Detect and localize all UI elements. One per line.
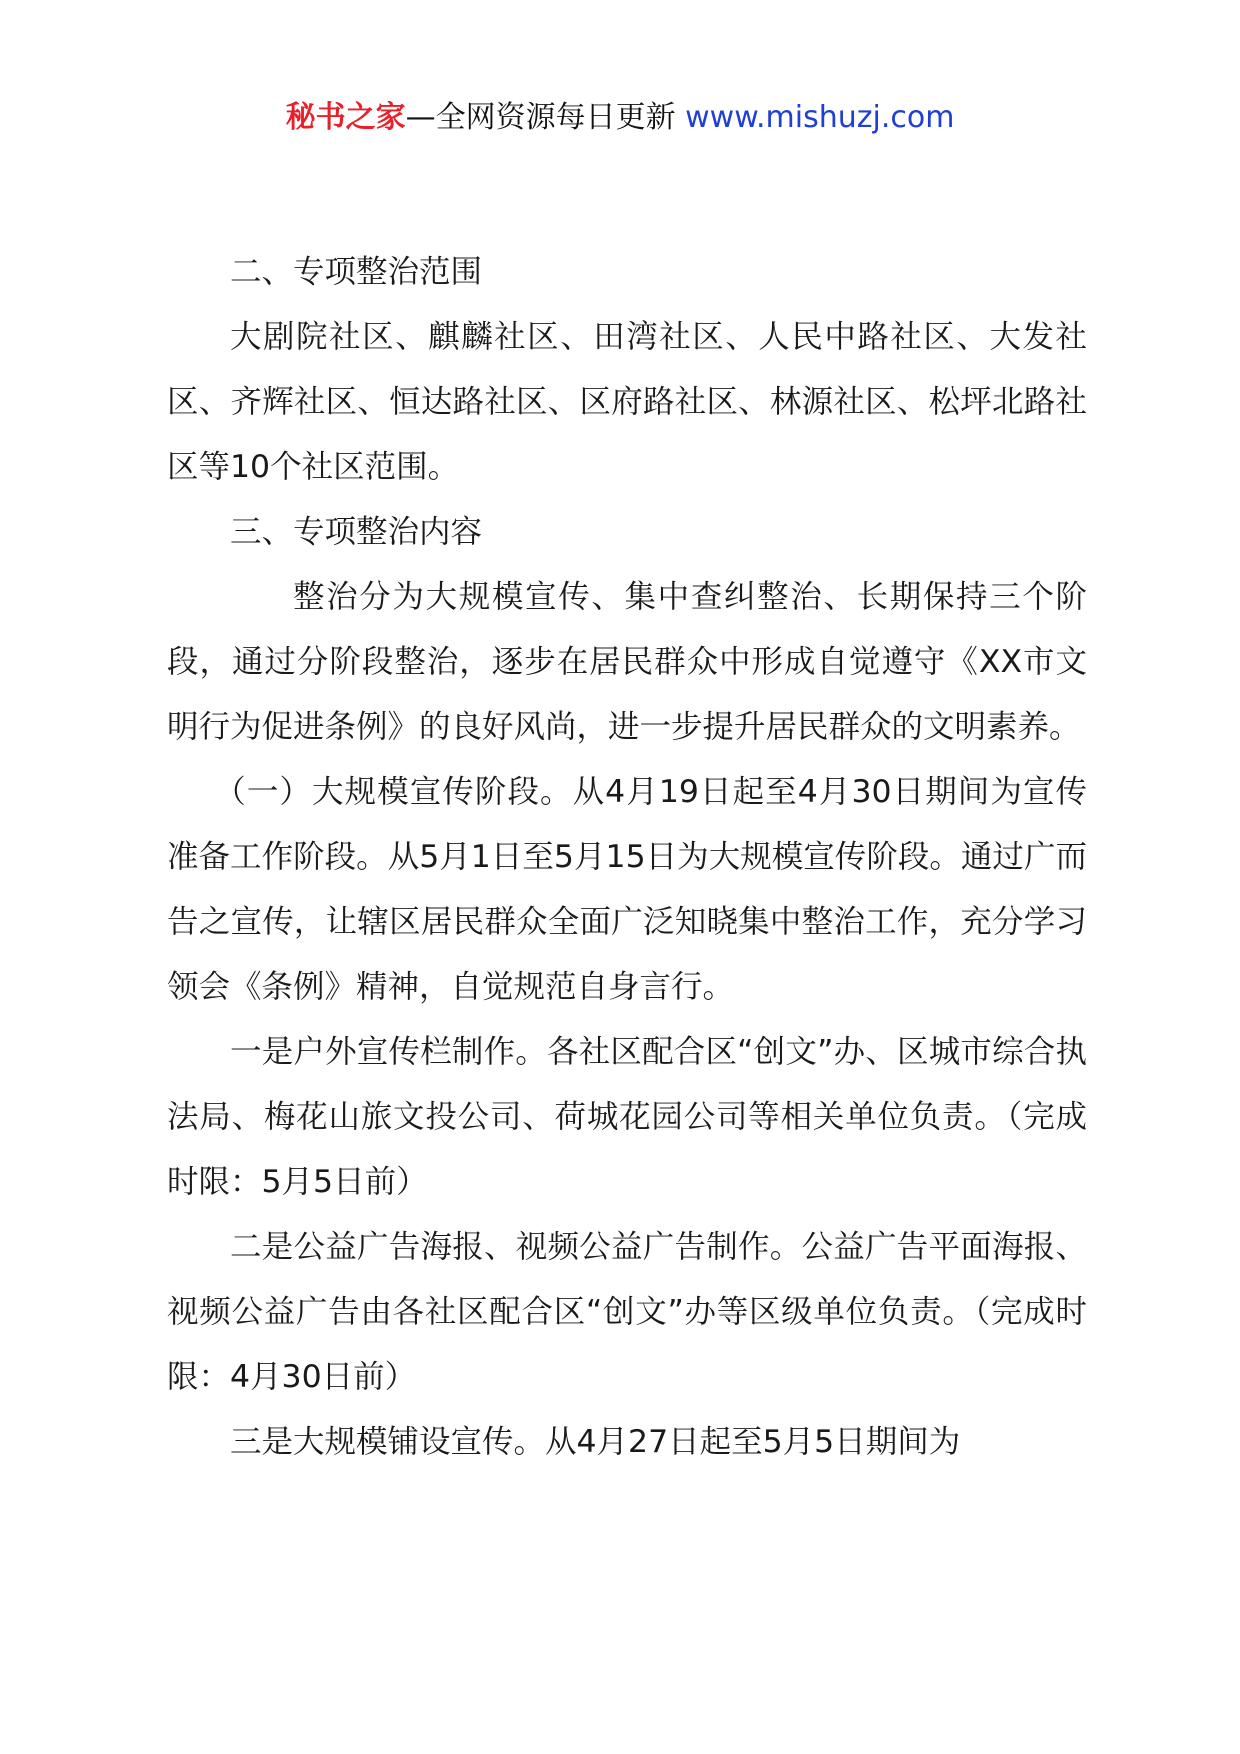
- document-body: [167, 240, 1087, 1475]
- website-link[interactable]: www.mishuzj.com: [685, 100, 955, 135]
- site-header: [0, 98, 1240, 138]
- header-tagline: —全网资源每日更新: [405, 100, 686, 135]
- section-heading-scope: 二、专项整治范围: [230, 254, 483, 290]
- paragraph-scope-communities: 大剧院社区、麒麟社区、田湾社区、人民中路社区、大发社区、齐辉社区、恒达路社区、区府路社区、林源社区、松坪北路社区等10个社区范围。: [167, 319, 1087, 485]
- paragraph-item-one: 一是户外宣传栏制作。各社区配合区“创文”办、区城市综合执法局、梅花山旅文投公司、荷城花园公司等相关单位负责。（完成时限：5月5日前）: [167, 1034, 1087, 1200]
- paragraph-item-three: 三是大规模铺设宣传。从4月27日起至5月5日期间为: [230, 1424, 961, 1460]
- section-heading-content: 三、专项整治内容: [230, 514, 483, 550]
- brand-name: 秘书之家: [285, 100, 406, 135]
- paragraph-item-two: 二是公益广告海报、视频公益广告制作。公益广告平面海报、视频公益广告由各社区配合区“创文”办等区级单位负责。（完成时限：4月30日前）: [167, 1229, 1087, 1395]
- paragraph-phases-overview: 整治分为大规模宣传、集中查纠整治、长期保持三个阶段，通过分阶段整治，逐步在居民群众中形成自觉遵守《XX市文明行为促进条例》的良好风尚，进一步提升居民群众的文明素养。: [167, 579, 1087, 745]
- paragraph-publicity-phase: （一）大规模宣传阶段。从4月19日起至4月30日期间为宣传准备工作阶段。从5月1日至5月15日为大规模宣传阶段。通过广而告之宣传，让辖区居民群众全面广泛知晓集中整治工作，充分学习领会《条例》精神，自觉规范自身言行。: [167, 774, 1087, 1005]
